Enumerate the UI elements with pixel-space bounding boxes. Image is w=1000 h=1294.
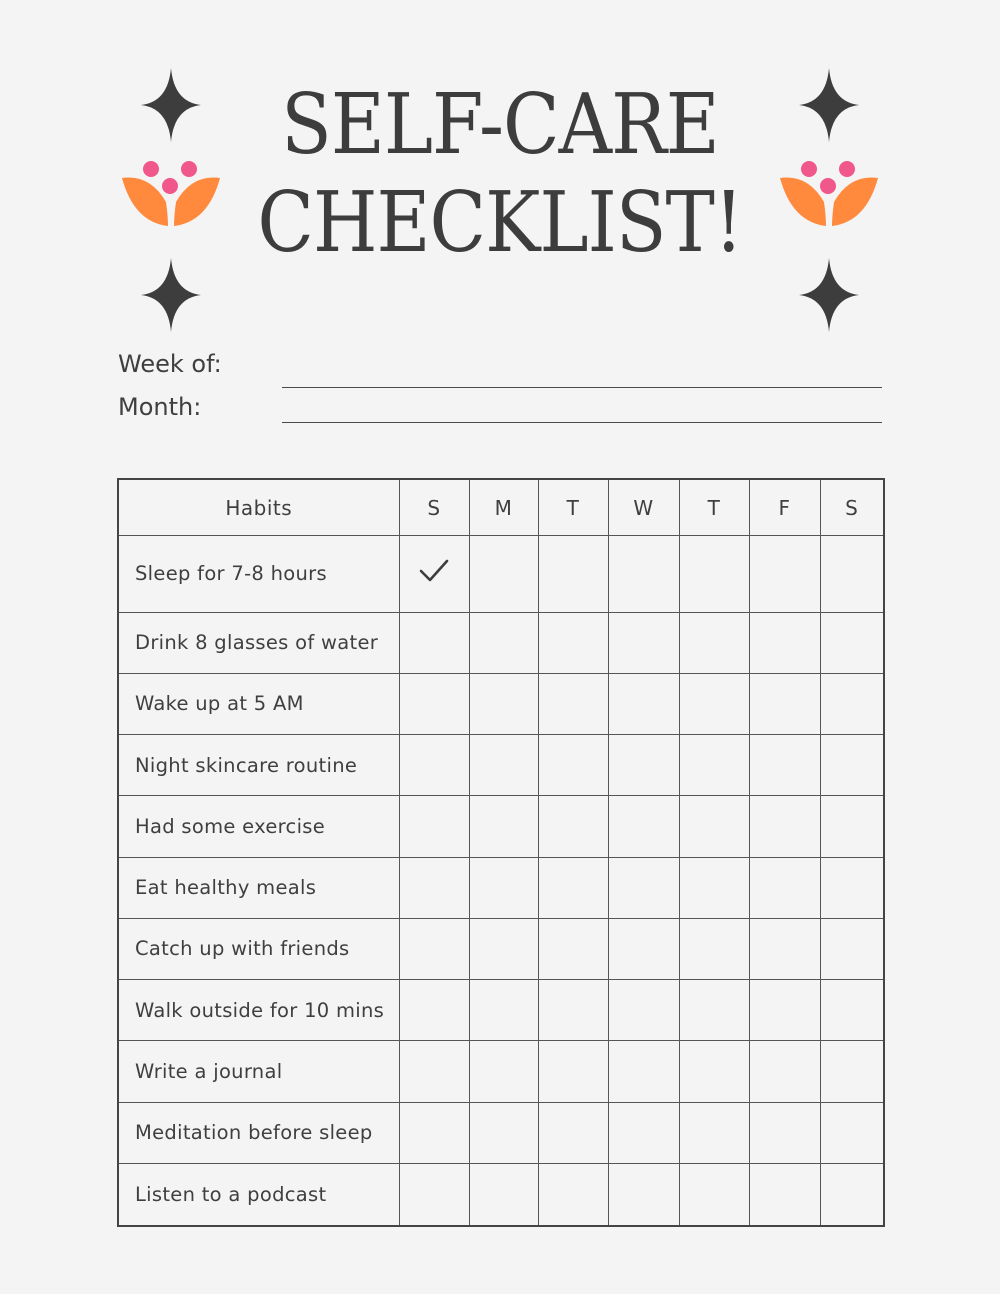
table-row — [118, 918, 884, 979]
checkbox-cell-monday[interactable] — [469, 735, 538, 796]
checkbox-cell-saturday[interactable] — [820, 1102, 884, 1163]
checkbox-cell-monday[interactable] — [469, 1041, 538, 1102]
checkmark-icon — [419, 559, 449, 583]
sparkle-icon — [141, 258, 201, 332]
checkbox-cell-tuesday[interactable] — [538, 1163, 608, 1226]
checkbox-cell-sunday[interactable] — [399, 536, 469, 613]
checkbox-cell-saturday[interactable] — [820, 918, 884, 979]
habit-label: Eat healthy meals — [118, 857, 399, 918]
checkbox-cell-sunday[interactable] — [399, 735, 469, 796]
checkbox-cell-monday[interactable] — [469, 673, 538, 734]
habit-label: Wake up at 5 AM — [118, 673, 399, 734]
checkbox-cell-saturday[interactable] — [820, 673, 884, 734]
sparkle-icon — [799, 258, 859, 332]
checkbox-cell-saturday[interactable] — [820, 1163, 884, 1226]
checkbox-cell-wednesday[interactable] — [608, 1041, 679, 1102]
flower-icon — [778, 158, 880, 230]
checkbox-cell-friday[interactable] — [749, 673, 820, 734]
habit-label: Had some exercise — [118, 796, 399, 857]
header-thursday: T — [679, 479, 749, 536]
checkbox-cell-wednesday[interactable] — [608, 735, 679, 796]
habit-label: Write a journal — [118, 1041, 399, 1102]
checkbox-cell-wednesday[interactable] — [608, 612, 679, 673]
checkbox-cell-saturday[interactable] — [820, 612, 884, 673]
table-row — [118, 1102, 884, 1163]
header-habits: Habits — [118, 479, 399, 536]
checkbox-cell-wednesday[interactable] — [608, 918, 679, 979]
checkbox-cell-monday[interactable] — [469, 918, 538, 979]
month-field[interactable] — [282, 422, 882, 423]
checkbox-cell-tuesday[interactable] — [538, 1041, 608, 1102]
checkbox-cell-sunday[interactable] — [399, 673, 469, 734]
week-of-field[interactable] — [282, 387, 882, 388]
checkbox-cell-tuesday[interactable] — [538, 612, 608, 673]
checkbox-cell-sunday[interactable] — [399, 1163, 469, 1226]
header-monday: M — [469, 479, 538, 536]
checkbox-cell-sunday[interactable] — [399, 1041, 469, 1102]
checkbox-cell-saturday[interactable] — [820, 796, 884, 857]
checkbox-cell-wednesday[interactable] — [608, 1163, 679, 1226]
habit-table — [117, 478, 885, 1227]
checkbox-cell-sunday[interactable] — [399, 918, 469, 979]
checkbox-cell-monday[interactable] — [469, 612, 538, 673]
header-wednesday: W — [608, 479, 679, 536]
header-row — [118, 479, 884, 536]
checkbox-cell-friday[interactable] — [749, 796, 820, 857]
checkbox-cell-tuesday[interactable] — [538, 1102, 608, 1163]
checkbox-cell-monday[interactable] — [469, 980, 538, 1041]
header-sunday: S — [399, 479, 469, 536]
checkbox-cell-wednesday[interactable] — [608, 857, 679, 918]
checkbox-cell-saturday[interactable] — [820, 1041, 884, 1102]
flower-icon — [120, 158, 222, 230]
checkbox-cell-saturday[interactable] — [820, 735, 884, 796]
month-label: Month: — [118, 393, 202, 421]
checkbox-cell-thursday[interactable] — [679, 1041, 749, 1102]
table-row — [118, 857, 884, 918]
checkbox-cell-friday[interactable] — [749, 980, 820, 1041]
habit-label: Meditation before sleep — [118, 1102, 399, 1163]
checkbox-cell-monday[interactable] — [469, 857, 538, 918]
checkbox-cell-tuesday[interactable] — [538, 918, 608, 979]
checkbox-cell-thursday[interactable] — [679, 612, 749, 673]
checkbox-cell-tuesday[interactable] — [538, 735, 608, 796]
checkbox-cell-tuesday[interactable] — [538, 980, 608, 1041]
checkbox-cell-thursday[interactable] — [679, 796, 749, 857]
checkbox-cell-thursday[interactable] — [679, 980, 749, 1041]
checkbox-cell-monday[interactable] — [469, 536, 538, 613]
table-row — [118, 673, 884, 734]
habit-label: Catch up with friends — [118, 918, 399, 979]
checkbox-cell-monday[interactable] — [469, 796, 538, 857]
checkbox-cell-tuesday[interactable] — [538, 536, 608, 613]
header-tuesday: T — [538, 479, 608, 536]
habit-label: Listen to a podcast — [118, 1163, 399, 1226]
checkbox-cell-wednesday[interactable] — [608, 673, 679, 734]
checkbox-cell-friday[interactable] — [749, 536, 820, 613]
checkbox-cell-tuesday[interactable] — [538, 796, 608, 857]
checkbox-cell-sunday[interactable] — [399, 980, 469, 1041]
table-row — [118, 980, 884, 1041]
checkbox-cell-thursday[interactable] — [679, 1163, 749, 1226]
checkbox-cell-saturday[interactable] — [820, 536, 884, 613]
checkbox-cell-friday[interactable] — [749, 1163, 820, 1226]
table-row — [118, 1041, 884, 1102]
sparkle-icon — [799, 68, 859, 142]
checkbox-cell-thursday[interactable] — [679, 536, 749, 613]
checkbox-cell-thursday[interactable] — [679, 857, 749, 918]
checkbox-cell-wednesday[interactable] — [608, 1102, 679, 1163]
habit-label: Walk outside for 10 mins — [118, 980, 399, 1041]
checkbox-cell-monday[interactable] — [469, 1102, 538, 1163]
week-of-label: Week of: — [118, 350, 222, 378]
title-line-1: SELF-CARE — [281, 76, 719, 174]
habit-label: Night skincare routine — [118, 735, 399, 796]
checkbox-cell-friday[interactable] — [749, 1102, 820, 1163]
header-friday: F — [749, 479, 820, 536]
habit-label: Drink 8 glasses of water — [118, 612, 399, 673]
checkbox-cell-friday[interactable] — [749, 735, 820, 796]
checkbox-cell-friday[interactable] — [749, 918, 820, 979]
checkbox-cell-wednesday[interactable] — [608, 536, 679, 613]
table-row — [118, 1163, 884, 1226]
checkbox-cell-friday[interactable] — [749, 612, 820, 673]
table-row — [118, 612, 884, 673]
checkbox-cell-friday[interactable] — [749, 1041, 820, 1102]
checkbox-cell-thursday[interactable] — [679, 673, 749, 734]
habit-label: Sleep for 7-8 hours — [118, 536, 399, 613]
sparkle-icon — [141, 68, 201, 142]
checkbox-cell-sunday[interactable] — [399, 796, 469, 857]
checkbox-cell-saturday[interactable] — [820, 980, 884, 1041]
checkbox-cell-thursday[interactable] — [679, 918, 749, 979]
header-saturday: S — [820, 479, 884, 536]
table-row — [118, 796, 884, 857]
checkbox-cell-saturday[interactable] — [820, 857, 884, 918]
checkbox-cell-thursday[interactable] — [679, 1102, 749, 1163]
checkbox-cell-tuesday[interactable] — [538, 857, 608, 918]
checkbox-cell-tuesday[interactable] — [538, 673, 608, 734]
checkbox-cell-sunday[interactable] — [399, 612, 469, 673]
checkbox-cell-friday[interactable] — [749, 857, 820, 918]
table-row — [118, 735, 884, 796]
table-row — [118, 536, 884, 613]
checkbox-cell-sunday[interactable] — [399, 1102, 469, 1163]
title-line-2: CHECKLIST! — [257, 174, 743, 272]
checkbox-cell-wednesday[interactable] — [608, 980, 679, 1041]
checkbox-cell-monday[interactable] — [469, 1163, 538, 1226]
checkbox-cell-wednesday[interactable] — [608, 796, 679, 857]
checkbox-cell-sunday[interactable] — [399, 857, 469, 918]
checkbox-cell-thursday[interactable] — [679, 735, 749, 796]
